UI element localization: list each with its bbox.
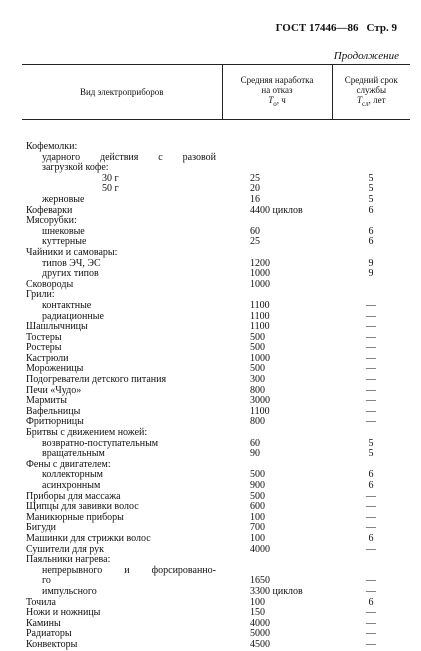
mtbf-cell: 60 [250, 437, 260, 449]
mtbf-cell: 500 [250, 331, 265, 343]
mtbf-cell: 1100 [250, 310, 270, 322]
service-life-cell: 5 [368, 437, 374, 449]
table-row [22, 322, 410, 333]
device-name-cell: загрузкой кофе: [42, 162, 109, 174]
device-name-cell: жерновые [42, 193, 85, 205]
service-life-cell: — [366, 501, 376, 513]
service-life-cell: 6 [368, 480, 374, 491]
mtbf-cell: 500 [250, 363, 265, 375]
device-name-cell: Радиаторы [26, 628, 72, 640]
device-name-cell: Мясорубки: [26, 215, 77, 227]
device-name-cell: Тостеры [26, 331, 62, 343]
mtbf-cell [222, 566, 332, 577]
service-life-cell: 5 [368, 448, 374, 460]
device-name-cell: Вафельницы [26, 405, 81, 417]
device-name-cell: Машинки для стрижки волос [26, 532, 151, 544]
device-name-cell: радиационные [42, 310, 104, 322]
device-name-cell: Сковороды [26, 278, 74, 290]
device-name-cell: 50 г [102, 183, 119, 195]
table-row [22, 619, 410, 630]
table-row [22, 163, 410, 174]
table-row [22, 587, 410, 598]
mtbf-cell: 1100 [250, 299, 270, 311]
mtbf-cell: 300 [250, 374, 265, 386]
mtbf-cell: 60 [250, 225, 260, 237]
table-row [22, 481, 410, 492]
service-life-cell: — [366, 416, 376, 428]
mtbf-cell: 4500 [250, 638, 270, 650]
mtbf-cell [222, 428, 332, 439]
mtbf-cell: 800 [250, 416, 265, 428]
mtbf-cell: 1650 [250, 575, 270, 587]
service-life-cell: — [366, 522, 376, 534]
mtbf-cell: 3300 циклов [250, 585, 303, 597]
service-life-cell: — [366, 331, 376, 343]
mtbf-cell [222, 248, 332, 259]
mtbf-cell: 4000 [250, 543, 270, 555]
mtbf-cell: 800 [250, 384, 265, 396]
mtbf-cell: 4400 циклов [250, 204, 303, 216]
mtbf-cell [222, 216, 332, 227]
device-name-cell: Щипцы для завивки волос [26, 501, 139, 513]
device-name-cell: импульсного [42, 585, 97, 597]
gost-number: ГОСТ 17446—86 [275, 22, 359, 34]
mtbf-cell: 100 [250, 596, 265, 608]
device-name-cell: непрерывного и форсированно- [42, 564, 216, 576]
mtbf-cell: 4000 [250, 617, 270, 629]
mtbf-cell: 25 [250, 172, 260, 184]
service-life-cell: — [366, 374, 376, 386]
device-name-cell: Конвекторы [26, 638, 78, 650]
service-life-cell: — [366, 384, 376, 396]
page-number: Стр. 9 [366, 22, 397, 34]
mtbf-cell: 1100 [250, 405, 270, 417]
table-row [22, 343, 410, 354]
service-life-cell: — [366, 352, 376, 364]
mtbf-cell: 1000 [250, 352, 270, 364]
device-name-cell: Приборы для массажа [26, 490, 121, 502]
service-life-cell [332, 248, 410, 259]
mtbf-cell: 16 [250, 193, 260, 205]
table-row [22, 269, 410, 280]
table-row [22, 534, 410, 545]
mtbf-cell: 100 [250, 532, 265, 544]
mtbf-cell: 1200 [250, 257, 270, 269]
service-life-cell: — [366, 607, 376, 619]
device-name-cell: Печи «Чудо» [26, 384, 82, 396]
mtbf-cell: 20 [250, 183, 260, 195]
table-row [22, 566, 410, 577]
table-row [22, 629, 410, 640]
service-life-cell: 6 [368, 596, 374, 608]
service-life-cell: — [366, 628, 376, 640]
device-name-cell: вращательным [42, 448, 105, 460]
device-name-cell: Грили: [26, 289, 55, 301]
device-name-cell: Камины [26, 617, 61, 629]
mtbf-cell: 900 [250, 480, 265, 491]
table-row [22, 301, 410, 312]
device-name-cell: го [42, 575, 51, 587]
mtbf-cell: 25 [250, 236, 260, 248]
table-row [22, 195, 410, 206]
service-life-cell [332, 280, 410, 291]
table-row [22, 386, 410, 397]
table-row [22, 640, 410, 651]
service-life-cell [332, 555, 410, 566]
mtbf-cell [222, 460, 332, 471]
device-name-cell: возвратно-поступательным [42, 437, 159, 449]
mtbf-cell [222, 153, 332, 164]
table-header-row [22, 65, 410, 120]
service-life-cell: 6 [368, 469, 374, 481]
mtbf-cell: 500 [250, 342, 265, 354]
service-life-cell: 9 [368, 257, 374, 269]
table-row [22, 513, 410, 524]
service-life-cell [332, 153, 410, 164]
device-name-cell: 30 г [102, 172, 119, 184]
table-row [22, 396, 410, 407]
service-life-cell: — [366, 511, 376, 523]
service-life-cell: — [366, 617, 376, 629]
table-row [22, 174, 410, 185]
mtbf-cell: 100 [250, 511, 265, 523]
mtbf-cell: 1000 [250, 268, 270, 280]
device-name-cell: Шашлычницы [26, 321, 88, 333]
device-name-cell: асинхронным [42, 480, 101, 491]
mtbf-cell: 600 [250, 501, 265, 513]
device-name-cell: других типов [42, 268, 99, 280]
device-name-cell: Кастрюли [26, 352, 69, 364]
service-life-cell: — [366, 405, 376, 417]
mtbf-cell [222, 555, 332, 566]
service-life-cell: — [366, 310, 376, 322]
device-name-cell: Фритюрницы [26, 416, 84, 428]
reliability-table [22, 64, 410, 651]
table-row [22, 206, 410, 217]
device-name-cell: шнековые [42, 225, 85, 237]
mtbf-cell: 5000 [250, 628, 270, 640]
service-life-cell: — [366, 321, 376, 333]
device-name-cell: Бигуди [26, 522, 57, 534]
device-name-cell: Паяльники нагрева: [26, 554, 111, 566]
service-life-cell: 6 [368, 532, 374, 544]
mtbf-cell: 500 [250, 490, 265, 502]
service-life-cell: 6 [368, 204, 374, 216]
device-name-cell: Ножи и ножницы [26, 607, 101, 619]
mtbf-cell [222, 290, 332, 301]
device-name-cell: Подогреватели детского питания [26, 374, 167, 386]
page-header [276, 22, 397, 34]
col-header-service-life: Средний срок службы $T_{сл}$, лет [332, 65, 410, 120]
device-name-cell: Ростеры [26, 342, 62, 354]
table-row [22, 333, 410, 344]
device-name-cell: Чайники и самовары: [26, 246, 118, 258]
table-row [22, 608, 410, 619]
mtbf-cell: 3000 [250, 395, 270, 407]
service-life-cell: — [366, 575, 376, 587]
mtbf-cell: 500 [250, 469, 265, 481]
device-name-cell: Кофемолки: [26, 141, 78, 152]
table-body [22, 120, 410, 651]
device-name-cell: Мармиты [26, 395, 67, 407]
mtbf-cell [222, 120, 332, 153]
mtbf-cell: 1000 [250, 278, 270, 290]
service-life-cell: — [366, 585, 376, 597]
service-life-cell: — [366, 342, 376, 354]
device-name-cell: Маникюрные приборы [26, 511, 124, 523]
service-life-cell: 9 [368, 268, 374, 280]
table-row [22, 280, 410, 291]
col-header-device-type: Вид электроприборов [22, 65, 222, 120]
col-header-mtbf: Средняя наработка на отказ $T_о$, ч [222, 65, 332, 120]
mtbf-cell: 90 [250, 448, 260, 460]
service-life-cell: 6 [368, 225, 374, 237]
mtbf-cell: 150 [250, 607, 265, 619]
device-name-cell: Сушители для рук [26, 543, 105, 555]
service-life-cell: 5 [368, 193, 374, 205]
device-name-cell: Бритвы с движением ножей: [26, 427, 148, 439]
service-life-cell: — [366, 363, 376, 375]
device-name-cell: Фены с двигателем: [26, 458, 111, 470]
service-life-cell: — [366, 638, 376, 650]
mtbf-cell [222, 163, 332, 174]
service-life-cell: 5 [368, 183, 374, 195]
device-name-cell: коллекторным [42, 469, 104, 481]
table-row [22, 248, 410, 259]
service-life-cell: — [366, 299, 376, 311]
device-name-cell: ударного действия с разовой [42, 151, 216, 163]
device-name-cell: Кофеварки [26, 204, 73, 216]
device-name-cell: контактные [42, 299, 92, 311]
continuation-label: Продолжение [333, 50, 399, 62]
service-life-cell: 5 [368, 172, 374, 184]
service-life-cell: 6 [368, 236, 374, 248]
service-life-cell: — [366, 395, 376, 407]
device-name-cell: Точила [26, 596, 56, 608]
device-name-cell: Мороженицы [26, 363, 84, 375]
service-life-cell [332, 120, 410, 153]
service-life-cell: — [366, 490, 376, 502]
device-name-cell: куттерные [42, 236, 87, 248]
mtbf-cell: 700 [250, 522, 265, 534]
service-life-cell: — [366, 543, 376, 555]
mtbf-cell: 1100 [250, 321, 270, 333]
device-name-cell: типов ЭЧ, ЭС [42, 257, 101, 269]
table-row [22, 120, 410, 153]
